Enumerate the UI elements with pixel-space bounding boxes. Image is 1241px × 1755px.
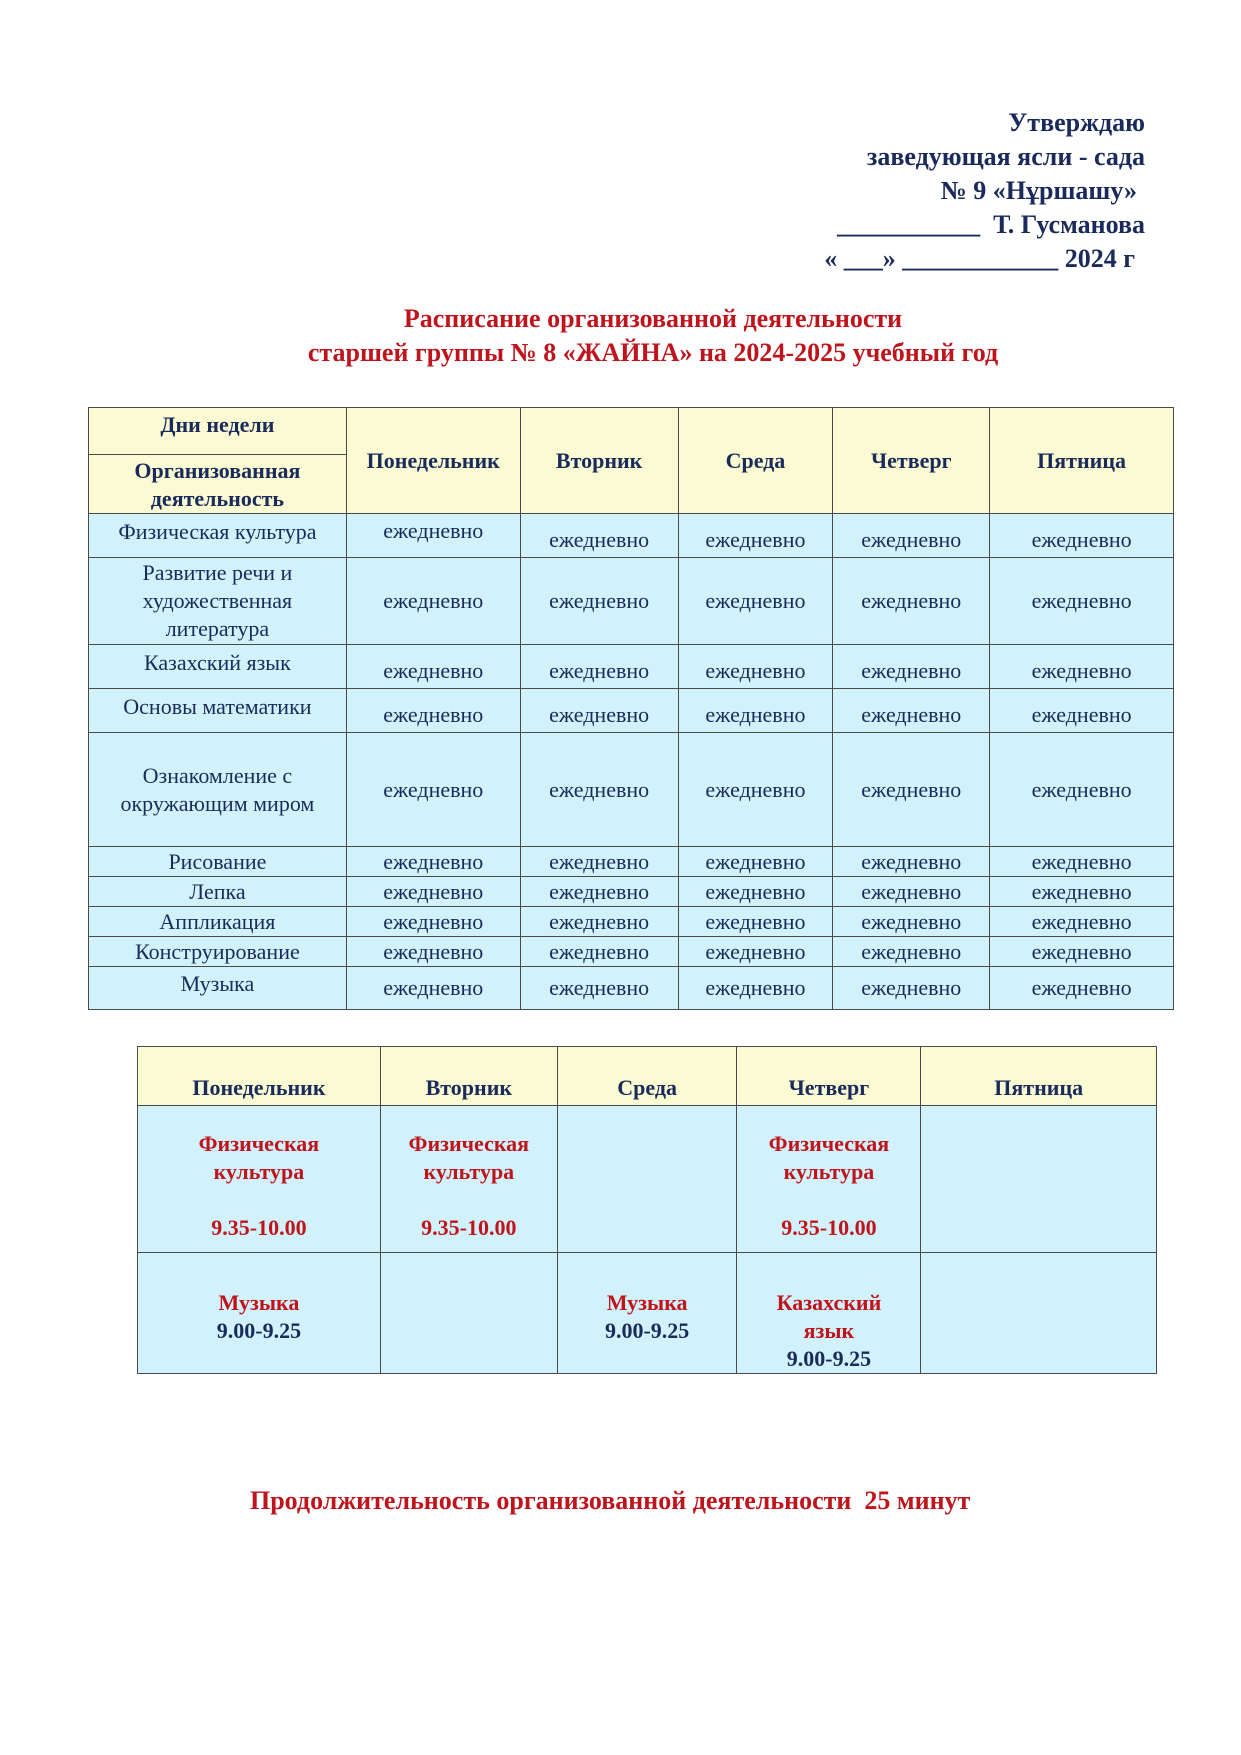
table-row [89, 877, 1174, 907]
activity-name: Основы математики [89, 689, 347, 733]
day-header: Среда [557, 1047, 737, 1106]
cell-value: ежедневно [346, 558, 520, 645]
table-row [89, 847, 1174, 877]
day-header: Пятница [921, 1047, 1157, 1106]
day-header: Четверг [833, 408, 990, 514]
cell-value: ежедневно [833, 645, 990, 689]
cell-value: ежедневно [678, 967, 833, 1010]
cell-value: ежедневно [678, 558, 833, 645]
cell-value: ежедневно [678, 514, 833, 558]
table-row [89, 558, 1174, 645]
cell-value: ежедневно [833, 907, 990, 937]
class-time: 9.00-9.25 [786, 1346, 872, 1371]
class-name: Казахский язык [776, 1290, 882, 1343]
cell-value: ежедневно [678, 907, 833, 937]
cell-value: ежедневно [520, 558, 678, 645]
cell-value: ежедневно [833, 558, 990, 645]
schedule-table [88, 407, 1174, 1010]
schedule-cell [138, 1253, 381, 1374]
cell-value: ежедневно [678, 937, 833, 967]
schedule-cell [380, 1106, 557, 1253]
cell-value: ежедневно [346, 907, 520, 937]
cell-value: ежедневно [833, 877, 990, 907]
approval-line: № 9 «Нұршашу» [940, 176, 1137, 205]
activity-name: Физическая культура [89, 514, 347, 558]
activity-name: Лепка [89, 877, 347, 907]
schedule-cell [138, 1106, 381, 1253]
cell-value: ежедневно [990, 558, 1174, 645]
activity-name: Развитие речи и художественная литература [89, 558, 347, 645]
table-row [89, 689, 1174, 733]
cell-value: ежедневно [990, 645, 1174, 689]
cell-value: ежедневно [346, 967, 520, 1010]
cell-value: ежедневно [990, 733, 1174, 847]
activity-name: Конструирование [89, 937, 347, 967]
class-name: Физическая культура [198, 1131, 320, 1184]
cell-value: ежедневно [990, 689, 1174, 733]
activity-name: Музыка [89, 967, 347, 1010]
schedule-cell [737, 1106, 921, 1253]
table-row [89, 937, 1174, 967]
schedule-cell [557, 1106, 737, 1253]
corner-header-activity: Организованная деятельность [89, 455, 347, 514]
day-header: Понедельник [346, 408, 520, 514]
day-header: Четверг [737, 1047, 921, 1106]
cell-value: ежедневно [520, 937, 678, 967]
day-header: Понедельник [138, 1047, 381, 1106]
cell-value: ежедневно [346, 847, 520, 877]
cell-value: ежедневно [833, 689, 990, 733]
cell-value: ежедневно [520, 877, 678, 907]
schedule-cell [557, 1253, 737, 1374]
cell-value: ежедневно [678, 733, 833, 847]
class-time: 9.35-10.00 [211, 1215, 307, 1240]
cell-value: ежедневно [346, 514, 520, 558]
cell-value: ежедневно [346, 937, 520, 967]
schedule-cell [737, 1253, 921, 1374]
class-name: Музыка [606, 1290, 688, 1315]
title-line: Расписание организованной деятельности [403, 304, 903, 333]
class-name: Физическая культура [408, 1131, 530, 1184]
approval-date-line: « ___» ____________ 2024 г [824, 244, 1135, 273]
cell-value: ежедневно [833, 847, 990, 877]
cell-value: ежедневно [833, 937, 990, 967]
cell-value: ежедневно [520, 967, 678, 1010]
cell-value: ежедневно [678, 645, 833, 689]
class-name: Физическая культура [768, 1131, 890, 1184]
schedule-cell [921, 1106, 1157, 1253]
document-title [0, 302, 1241, 370]
specialist-schedule-table [137, 1046, 1157, 1374]
cell-value: ежедневно [678, 847, 833, 877]
cell-value: ежедневно [833, 733, 990, 847]
activity-name: Аппликация [89, 907, 347, 937]
cell-value: ежедневно [520, 514, 678, 558]
cell-value: ежедневно [520, 689, 678, 733]
schedule-cell [921, 1253, 1157, 1374]
cell-value: ежедневно [520, 847, 678, 877]
cell-value: ежедневно [678, 689, 833, 733]
cell-value: ежедневно [346, 877, 520, 907]
class-time: 9.35-10.00 [421, 1215, 517, 1240]
day-header: Среда [678, 408, 833, 514]
schedule-cell [380, 1253, 557, 1374]
cell-value: ежедневно [346, 689, 520, 733]
cell-value: ежедневно [833, 514, 990, 558]
day-header: Пятница [990, 408, 1174, 514]
title-line: старшей группы № 8 «ЖАЙНА» на 2024-2025 учебный год [307, 338, 999, 367]
cell-value: ежедневно [990, 847, 1174, 877]
table-row [89, 907, 1174, 937]
class-time: 9.35-10.00 [781, 1215, 877, 1240]
cell-value: ежедневно [520, 907, 678, 937]
day-header: Вторник [520, 408, 678, 514]
class-name: Музыка [218, 1290, 300, 1315]
cell-value: ежедневно [990, 514, 1174, 558]
table-row [89, 733, 1174, 847]
approval-block [685, 106, 1145, 276]
activity-name: Казахский язык [89, 645, 347, 689]
cell-value: ежедневно [990, 877, 1174, 907]
activity-name: Ознакомление с окружающим миром [89, 733, 347, 847]
table-row [89, 514, 1174, 558]
cell-value: ежедневно [346, 733, 520, 847]
table-row [89, 645, 1174, 689]
class-time: 9.00-9.25 [604, 1318, 690, 1343]
cell-value: ежедневно [678, 877, 833, 907]
table-row [89, 967, 1174, 1010]
table-row [138, 1106, 1157, 1253]
cell-value: ежедневно [520, 645, 678, 689]
cell-value: ежедневно [990, 967, 1174, 1010]
approval-signature-line: ___________ Т. Гусманова [837, 210, 1145, 239]
cell-value: ежедневно [833, 967, 990, 1010]
cell-value: ежедневно [990, 907, 1174, 937]
cell-value: ежедневно [990, 937, 1174, 967]
approval-line: Утверждаю [1008, 108, 1145, 137]
table-row [138, 1253, 1157, 1374]
approval-line: заведующая ясли - сада [866, 142, 1145, 171]
duration-note: Продолжительность организованной деятельности 25 минут [250, 1486, 971, 1515]
class-time: 9.00-9.25 [216, 1318, 302, 1343]
cell-value: ежедневно [346, 645, 520, 689]
activity-name: Рисование [89, 847, 347, 877]
cell-value: ежедневно [520, 733, 678, 847]
day-header: Вторник [380, 1047, 557, 1106]
corner-header-days: Дни недели [89, 408, 347, 455]
